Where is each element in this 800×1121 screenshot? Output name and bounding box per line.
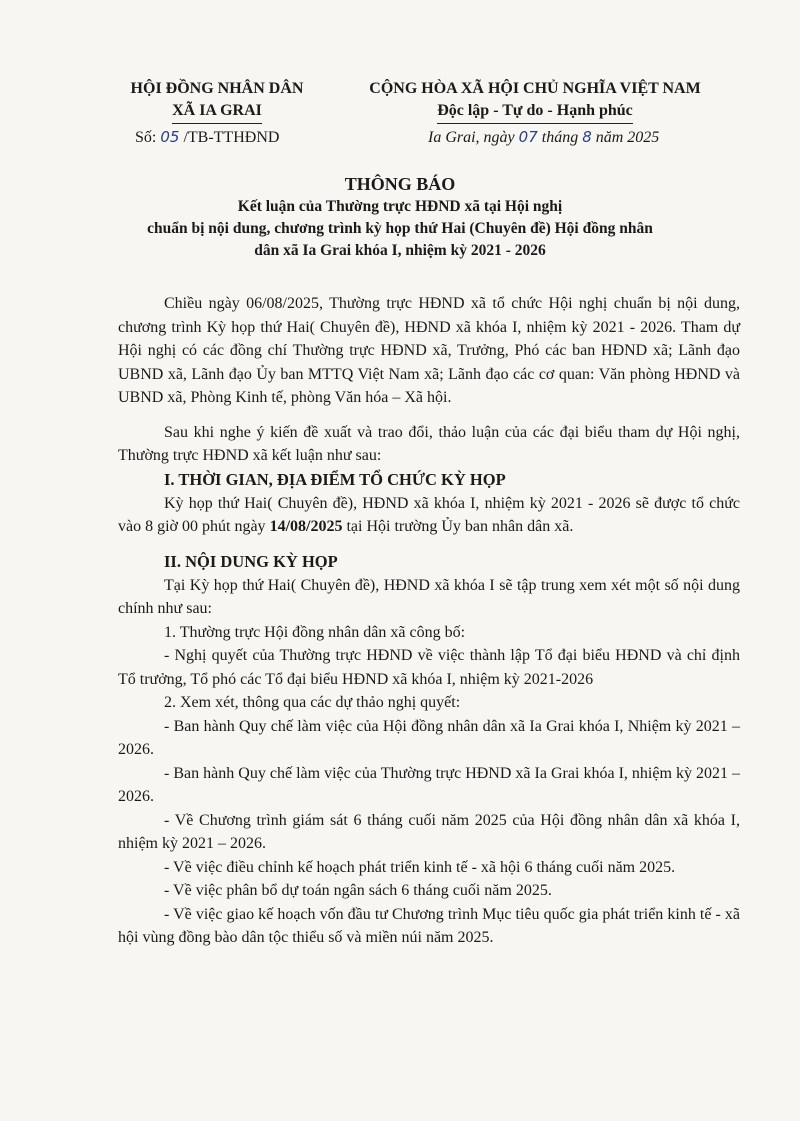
- section-heading-time-place: I. THỜI GIAN, ĐỊA ĐIỂM TỔ CHỨC KỲ HỌP: [164, 469, 506, 489]
- list-item: - Về việc phân bổ dự toán ngân sách 6 tháng cuối năm 2025.: [164, 882, 552, 899]
- document-title: [100, 172, 700, 262]
- title-main: THÔNG BÁO: [344, 174, 456, 194]
- paragraph-intro: Chiều ngày 06/08/2025, Thường trực HĐND xã tổ chức Hội nghị chuẩn bị nội dung, chương trình Kỳ họp thứ Hai( Chuyên đề), HĐND xã khóa I, nhiệm kỳ 2021 - 2026. Tham dự Hội nghị có các đồng chí Thường trực HĐND xã, Trưởng, Phó các ban HĐND xã; Lãnh đạo UBND xã, Lãnh đạo Ủy ban MTTQ Việt Nam xã; Lãnh đạo các cơ quan: Văn phòng HĐND và UBND xã, Phòng Kinh tế, phòng Văn hóa – Xã hội.: [118, 295, 740, 406]
- list-item: - Nghị quyết của Thường trực HĐND về việc thành lập Tổ đại biểu HĐND và chỉ định Tổ trưởng, Tổ phó các Tổ đại biểu HĐND xã khóa I, nhiệm kỳ 2021-2026: [118, 647, 740, 688]
- section-heading-content: II. NỘI DUNG KỲ HỌP: [164, 551, 338, 571]
- document-number: Số: 05 /TB-TTHĐND: [135, 128, 280, 146]
- paragraph-time-place: Kỳ họp thứ Hai( Chuyên đề), HĐND xã khóa I, nhiệm kỳ 2021 - 2026 sẽ được tổ chức vào 8 giờ 00 phút ngày 14/08/2025 tại Hội trường Ủy ban nhân dân xã.: [118, 494, 740, 535]
- list-item: - Về Chương trình giám sát 6 tháng cuối năm 2025 của Hội đồng nhân dân xã khóa I, nhiệm kỳ 2021 – 2026.: [118, 811, 740, 852]
- list-item: 2. Xem xét, thông qua các dự thảo nghị quyết:: [164, 694, 461, 711]
- paragraph-conclusion-lead: Sau khi nghe ý kiến đề xuất và trao đổi, thảo luận của các đại biểu tham dự Hội nghị, Thường trực HĐND xã kết luận như sau:: [118, 423, 740, 464]
- agency-commune: XÃ IA GRAI: [172, 100, 262, 124]
- handwritten-day: 07: [518, 128, 538, 146]
- title-line-1: Kết luận của Thường trực HĐND xã tại Hội nghị: [237, 198, 563, 215]
- list-item: - Ban hành Quy chế làm việc của Thường trực HĐND xã Ia Grai khóa I, nhiệm kỳ 2021 – 2026.: [118, 764, 740, 805]
- handwritten-number: 05: [160, 128, 180, 146]
- issuing-agency-block: [112, 78, 322, 124]
- list-item: - Ban hành Quy chế làm việc của Hội đồng nhân dân xã Ia Grai khóa I, Nhiệm kỳ 2021 – 2026.: [118, 717, 740, 758]
- motto: Độc lập - Tự do - Hạnh phúc: [437, 100, 633, 124]
- document-body: [118, 292, 740, 950]
- list-item: - Về việc điều chỉnh kế hoạch phát triển kinh tế - xã hội 6 tháng cuối năm 2025.: [164, 858, 676, 876]
- paragraph-content-lead: Tại Kỳ họp thứ Hai( Chuyên đề), HĐND xã khóa I sẽ tập trung xem xét một số nội dung chính như sau:: [118, 576, 740, 617]
- title-line-3: dân xã Ia Grai khóa I, nhiệm kỳ 2021 - 2026: [254, 242, 546, 259]
- country-name: CỘNG HÒA XÃ HỘI CHỦ NGHĨA VIỆT NAM: [369, 80, 701, 97]
- list-item: - Về việc giao kế hoạch vốn đầu tư Chương trình Mục tiêu quốc gia phát triển kinh tế - xã hội vùng đồng bào dân tộc thiểu số và miền núi năm 2025.: [118, 905, 740, 946]
- national-motto-block: [345, 78, 725, 124]
- agency-name: HỘI ĐỒNG NHÂN DÂN: [130, 80, 304, 97]
- handwritten-month: 8: [582, 128, 592, 146]
- list-item: 1. Thường trực Hội đồng nhân dân xã công bố:: [164, 623, 466, 641]
- document-date: Ia Grai, ngày 07 tháng 8 năm 2025: [428, 128, 660, 146]
- title-line-2: chuẩn bị nội dung, chương trình kỳ họp thứ Hai (Chuyên đề) Hội đồng nhân: [147, 220, 653, 237]
- meeting-date: 14/08/2025: [269, 518, 343, 535]
